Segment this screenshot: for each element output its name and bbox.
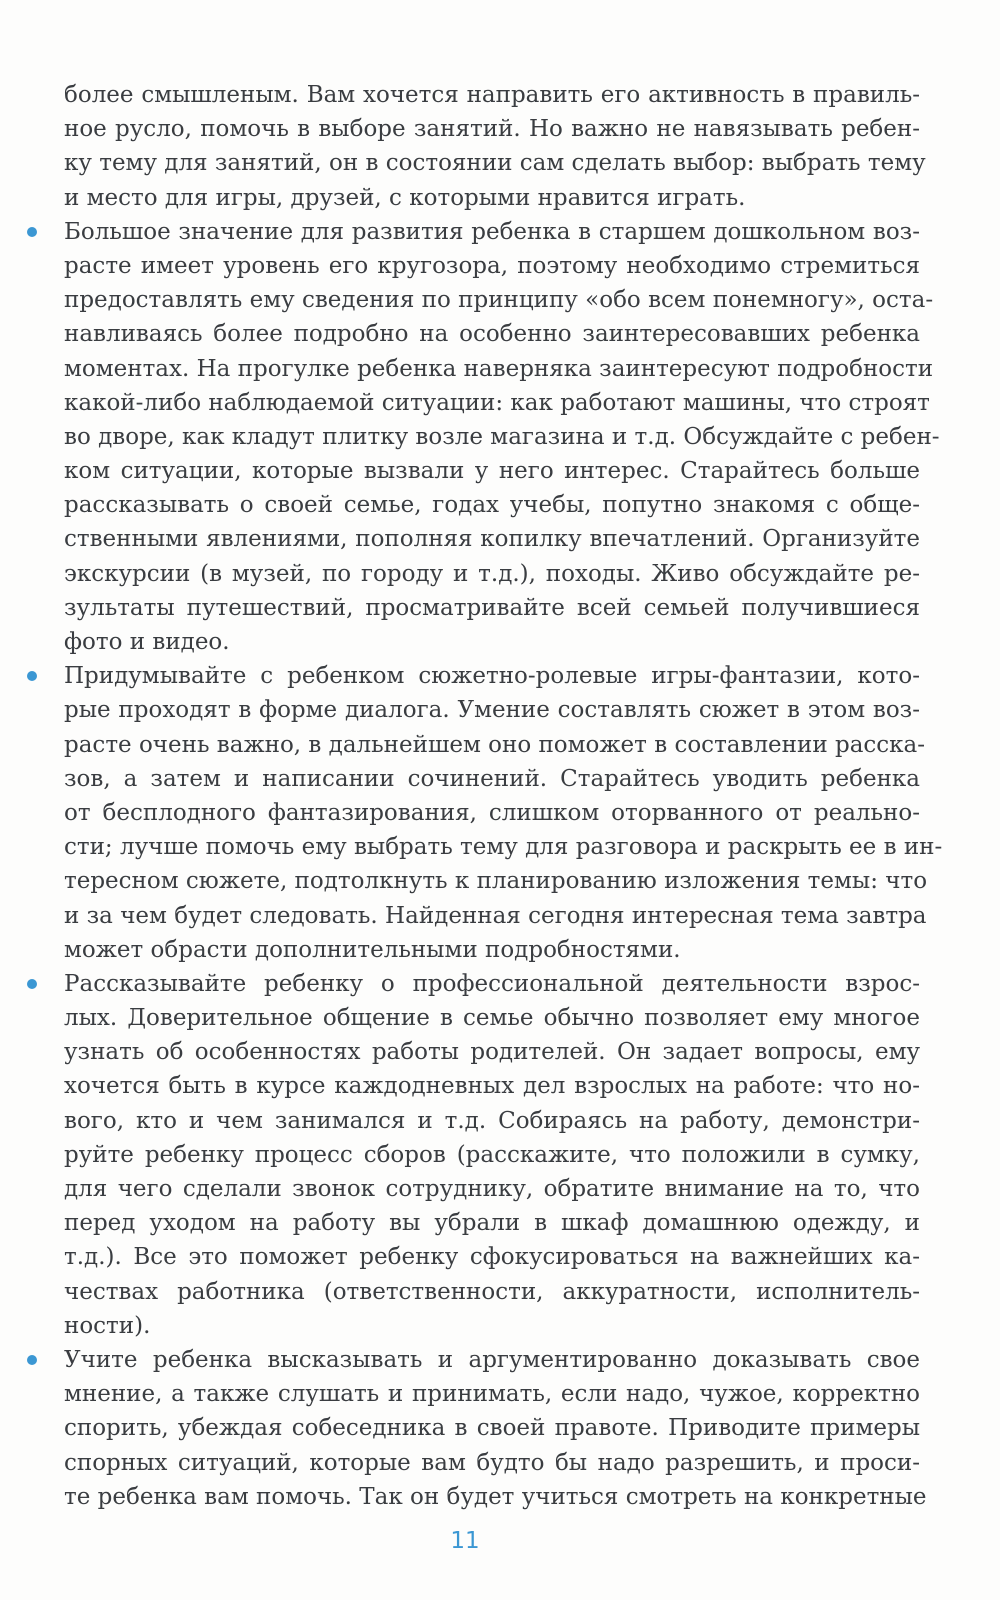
- bullet-paragraph-horizons: [64, 215, 940, 659]
- text-line: те ребенка вам помочь. Так он будет учиться смотреть на конкретные: [64, 1483, 927, 1510]
- text-line: экскурсии (в музей, по городу и т.д.), походы. Живо обсуждайте ре-: [64, 560, 920, 587]
- text-line: рые проходят в форме диалога. Умение составлять сюжет в этом воз-: [64, 697, 920, 724]
- text-line: навливаясь более подробно на особенно заинтересовавших ребенка: [64, 321, 920, 348]
- text-line: ком ситуации, которые вызвали у него интерес. Старайтесь больше: [64, 458, 920, 485]
- text-line: вого, кто и чем занимался и т.д. Собираясь на работу, демонстри-: [64, 1107, 920, 1134]
- text-line: тересном сюжете, подтолкнуть к планированию изложения темы: что: [64, 868, 928, 895]
- text-line: зультаты путешествий, просматривайте всей семьей получившиеся: [64, 594, 920, 621]
- text-line: от бесплодного фантазирования, слишком оторванного от реально-: [64, 799, 920, 826]
- text-line: зов, а затем и написании сочинений. Старайтесь уводить ребенка: [64, 765, 920, 792]
- bullet-icon: [27, 671, 37, 681]
- text-line: перед уходом на работу вы убрали в шкаф домашнюю одежду, и: [64, 1210, 920, 1237]
- text-line: ности).: [64, 1312, 151, 1339]
- bullet-icon: [27, 1355, 37, 1365]
- text-line: расте очень важно, в дальнейшем оно поможет в составлении расска-: [64, 731, 926, 758]
- bullet-paragraph-professions: [64, 967, 920, 1343]
- page-body: [64, 78, 943, 1514]
- bullet-icon: [27, 979, 37, 989]
- text-line: предоставлять ему сведения по принципу «обо всем понемногу», оста-: [64, 287, 934, 314]
- paragraph-continuation: [64, 78, 926, 215]
- bullet-paragraph-opinion: [64, 1343, 927, 1514]
- text-line: Большое значение для развития ребенка в старшем дошкольном воз-: [64, 215, 920, 249]
- text-line: моментах. На прогулке ребенка наверняка заинтересуют подробности: [64, 355, 934, 382]
- text-line: т.д.). Все это поможет ребенку сфокусироваться на важнейших ка-: [64, 1244, 920, 1271]
- text-line: рассказывать о своей семье, годах учебы, попутно знакомя с обще-: [64, 492, 920, 519]
- text-line: во дворе, как кладут плитку возле магазина и т.д. Обсуждайте с ребен-: [64, 423, 940, 450]
- text-line: хочется быть в курсе каждодневных дел взрослых на работе: что но-: [64, 1073, 920, 1100]
- text-line: ное русло, помочь в выборе занятий. Но важно не навязывать ребен-: [64, 116, 920, 143]
- bullet-icon: [27, 227, 37, 237]
- text-line: спорных ситуаций, которые вам будто бы надо разрешить, и проси-: [64, 1449, 920, 1476]
- text-line: более смышленым. Вам хочется направить его активность в правиль-: [64, 82, 920, 108]
- page-number: 11: [450, 1528, 480, 1554]
- text-line: может обрасти дополнительными подробностями.: [64, 936, 681, 963]
- text-line: руйте ребенку процесс сборов (расскажите, что положили в сумку,: [64, 1141, 920, 1168]
- text-line: и за чем будет следовать. Найденная сегодня интересная тема завтра: [64, 902, 927, 929]
- text-line: спорить, убеждая собеседника в своей правоте. Приводите примеры: [64, 1415, 920, 1442]
- text-line: фото и видео.: [64, 629, 230, 655]
- text-line: ственными явлениями, пополняя копилку впечатлений. Организуйте: [64, 526, 920, 553]
- text-line: расте имеет уровень его кругозора, поэтому необходимо стремиться: [64, 252, 920, 279]
- text-line: для чего сделали звонок сотруднику, обратите внимание на то, что: [64, 1176, 920, 1202]
- bullet-paragraph-role-play: [64, 659, 943, 967]
- text-line: лых. Доверительное общение в семье обычно позволяет ему многое: [64, 1005, 920, 1032]
- text-line: чествах работника (ответственности, аккуратности, исполнитель-: [64, 1278, 920, 1305]
- text-line: мнение, а также слушать и принимать, если надо, чужое, корректно: [64, 1381, 920, 1408]
- text-line: какой-либо наблюдаемой ситуации: как работают машины, что строят: [64, 389, 930, 416]
- text-line: Рассказывайте ребенку о профессиональной деятельности взрос-: [64, 967, 920, 1001]
- text-line: Учите ребенка высказывать и аргументированно доказывать свое: [64, 1343, 920, 1377]
- text-line: узнать об особенностях работы родителей. Он задает вопросы, ему: [64, 1039, 920, 1066]
- text-line: сти; лучше помочь ему выбрать тему для разговора и раскрыть ее в ин-: [64, 834, 943, 861]
- text-line: ку тему для занятий, он в состоянии сам сделать выбор: выбрать тему: [64, 150, 926, 177]
- text-line: Придумывайте с ребенком сюжетно-ролевые игры-фантазии, кото-: [64, 659, 920, 693]
- text-line: и место для игры, друзей, с которыми нравится играть.: [64, 184, 746, 211]
